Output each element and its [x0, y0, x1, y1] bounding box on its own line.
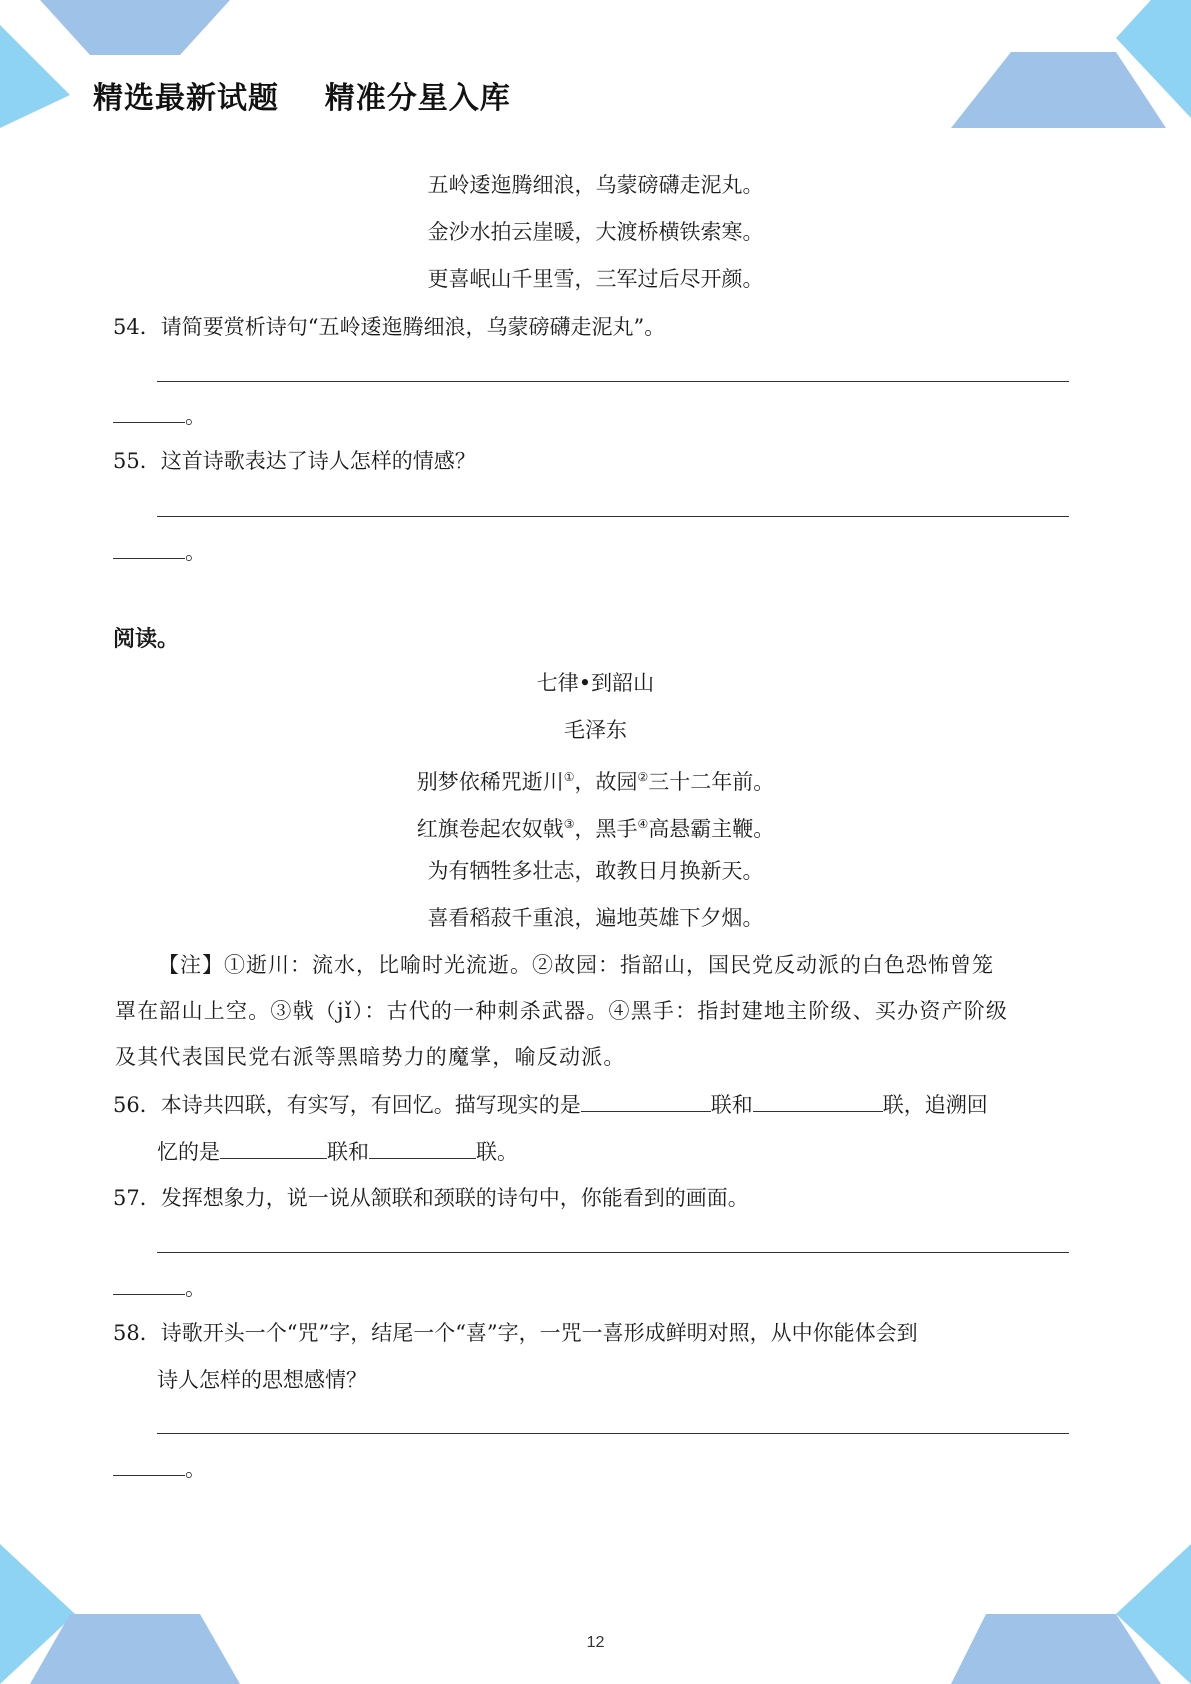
question-55: 55．这首诗歌表达了诗人怎样的情感？ [113, 449, 476, 473]
blank-56-c[interactable] [220, 1136, 327, 1159]
notes-line-3: 及其代表国民党右派等黑暗势力的魔掌，喻反动派。 [115, 1045, 626, 1069]
answer-line-55[interactable] [157, 516, 1069, 517]
answer-end-54: 。 [113, 400, 206, 431]
poem1-line-3: 更喜岷山千里雪，三军过后尽开颜。 [427, 267, 764, 291]
answer-line-58[interactable] [157, 1433, 1069, 1434]
poem2-line-4: 喜看稻菽千重浪，遍地英雄下夕烟。 [427, 906, 764, 930]
top-right-decoration [931, 0, 1191, 130]
poem2-author: 毛泽东 [564, 718, 627, 742]
question-57: 57．发挥想象力，说一说从颔联和颈联的诗句中，你能看到的画面。 [113, 1186, 749, 1210]
poem1-line-1: 五岭逶迤腾细浪，乌蒙磅礴走泥丸。 [427, 173, 764, 197]
page-header-title: 精选最新试题 精准分星入库 [93, 81, 511, 116]
answer-end-55: 。 [113, 536, 206, 567]
notes-line-1: 【注】①逝川：流水，比喻时光流逝。②故园：指韶山，国民党反动派的白色恐怖曾笼 [158, 953, 994, 977]
section-title: 阅读。 [113, 627, 180, 652]
question-58-line-2: 诗人怎样的思想感情？ [157, 1368, 367, 1392]
bottom-right-decoration [941, 1544, 1191, 1684]
blank-56-b[interactable] [753, 1089, 883, 1112]
page-number: 12 [586, 1634, 605, 1651]
question-54: 54．请简要赏析诗句“五岭逶迤腾细浪，乌蒙磅礴走泥丸”。 [113, 315, 666, 339]
poem1-line-2: 金沙水拍云崖暖，大渡桥横铁索寒。 [427, 220, 764, 244]
answer-end-57: 。 [113, 1272, 206, 1303]
answer-line-57[interactable] [157, 1252, 1069, 1253]
bottom-left-decoration [0, 1544, 250, 1684]
poem2-line-3: 为有牺牲多壮志，敢教日月换新天。 [427, 859, 764, 883]
poem2-line-1: 别梦依稀咒逝川①，故园②三十二年前。 [416, 770, 775, 794]
poem2-title: 七律•到韶山 [536, 671, 655, 695]
answer-end-58: 。 [113, 1453, 206, 1484]
answer-line-54[interactable] [157, 381, 1069, 382]
notes-line-2: 罩在韶山上空。③戟（jǐ）：古代的一种刺杀武器。④黑手：指封建地主阶级、买办资产阶级 [115, 999, 1009, 1023]
question-56-line-2: 忆的是 联和 联。 [157, 1136, 518, 1167]
blank-56-a[interactable] [581, 1089, 711, 1112]
question-56-line-1: 56．本诗共四联，有实写，有回忆。描写现实的是 联和 联，追溯回 [113, 1089, 988, 1120]
blank-56-d[interactable] [369, 1136, 476, 1159]
question-58-line-1: 58．诗歌开头一个“咒”字，结尾一个“喜”字，一咒一喜形成鲜明对照，从中你能体会到 [113, 1321, 918, 1345]
poem2-line-2: 红旗卷起农奴戟③，黑手④高悬霸主鞭。 [416, 817, 775, 841]
